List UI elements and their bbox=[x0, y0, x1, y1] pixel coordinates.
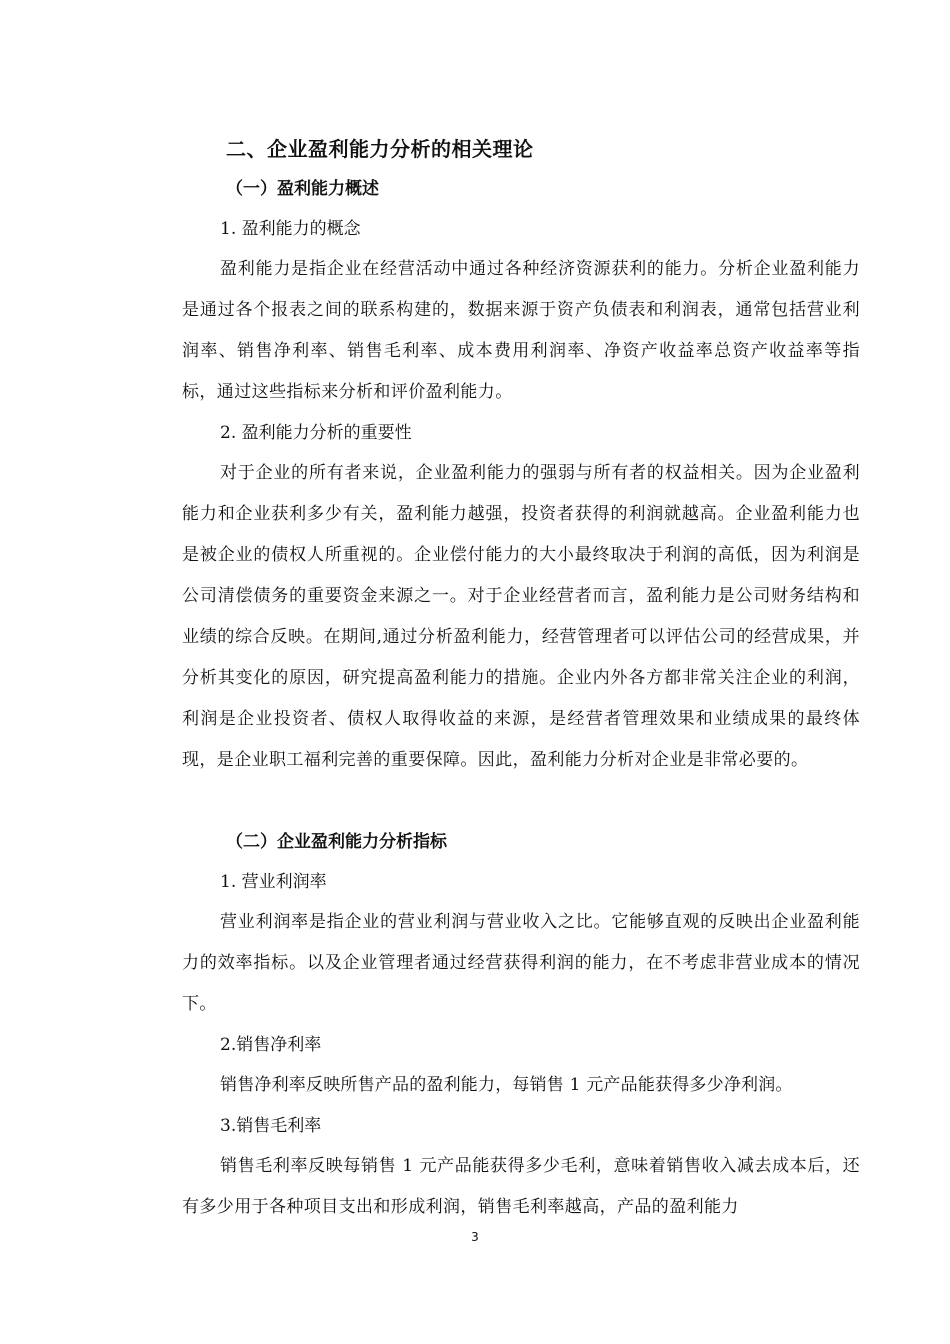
paragraph-importance: 对于企业的所有者来说，企业盈利能力的强弱与所有者的权益相关。因为企业盈利能力和企业获利多少有关，盈利能力越强，投资者获得的利润就越高。企业盈利能力也是被企业的债权人所重视的。企业偿付能力的大小最终取决于利润的高低，因为利润是公司清偿债务的重要资金来源之一。对于企业经营者而言，盈利能力是公司财务结构和业绩的综合反映。在期间,通过分析盈利能力，经营管理者可以评估公司的经营成果，并分析其变化的原因，研究提高盈利能力的措施。企业内外各方都非常关注企业的利润，利润是企业投资者、债权人取得收益的来源，是经营者管理效果和业绩成果的最终体现，是企业职工福利完善的重要保障。因此，盈利能力分析对企业是非常必要的。 bbox=[182, 463, 860, 770]
subheading-net-profit-margin: 2.销售净利率 bbox=[220, 1035, 322, 1055]
page-body bbox=[182, 128, 860, 1228]
subheading-concept: 1. 盈利能力的概念 bbox=[220, 219, 361, 239]
paragraph-concept: 盈利能力是指企业在经营活动中通过各种经济资源获利的能力。分析企业盈利能力是通过各个报表之间的联系构建的，数据来源于资产负债表和利润表，通常包括营业利润率、销售净利率、销售毛利率、成本费用利润率、净资产收益率总资产收益率等指标，通过这些指标来分析和评价盈利能力。 bbox=[182, 259, 860, 402]
paragraph-operating-margin: 营业利润率是指企业的营业利润与营业收入之比。它能够直观的反映出企业盈利能力的效率指标。以及企业管理者通过经营获得利润的能力，在不考虑非营业成本的情况下。 bbox=[182, 912, 860, 1014]
chapter-heading: 二、企业盈利能力分析的相关理论 bbox=[226, 137, 534, 161]
section-heading-overview: （一）盈利能力概述 bbox=[226, 179, 379, 199]
section-heading-indicators: （二）企业盈利能力分析指标 bbox=[226, 832, 447, 852]
paragraph-gross-margin: 销售毛利率反映每销售 1 元产品能获得多少毛利，意味着销售收入减去成本后，还有多少用于各种项目支出和形成利润，销售毛利率越高，产品的盈利能力 bbox=[182, 1156, 860, 1217]
subheading-importance: 2. 盈利能力分析的重要性 bbox=[220, 423, 412, 443]
subheading-operating-margin: 1. 营业利润率 bbox=[220, 872, 327, 892]
subheading-gross-margin: 3.销售毛利率 bbox=[220, 1116, 322, 1136]
page-number: 3 bbox=[471, 1230, 479, 1244]
paragraph-net-profit-margin: 销售净利率反映所售产品的盈利能力，每销售 1 元产品能获得多少净利润。 bbox=[220, 1075, 793, 1095]
